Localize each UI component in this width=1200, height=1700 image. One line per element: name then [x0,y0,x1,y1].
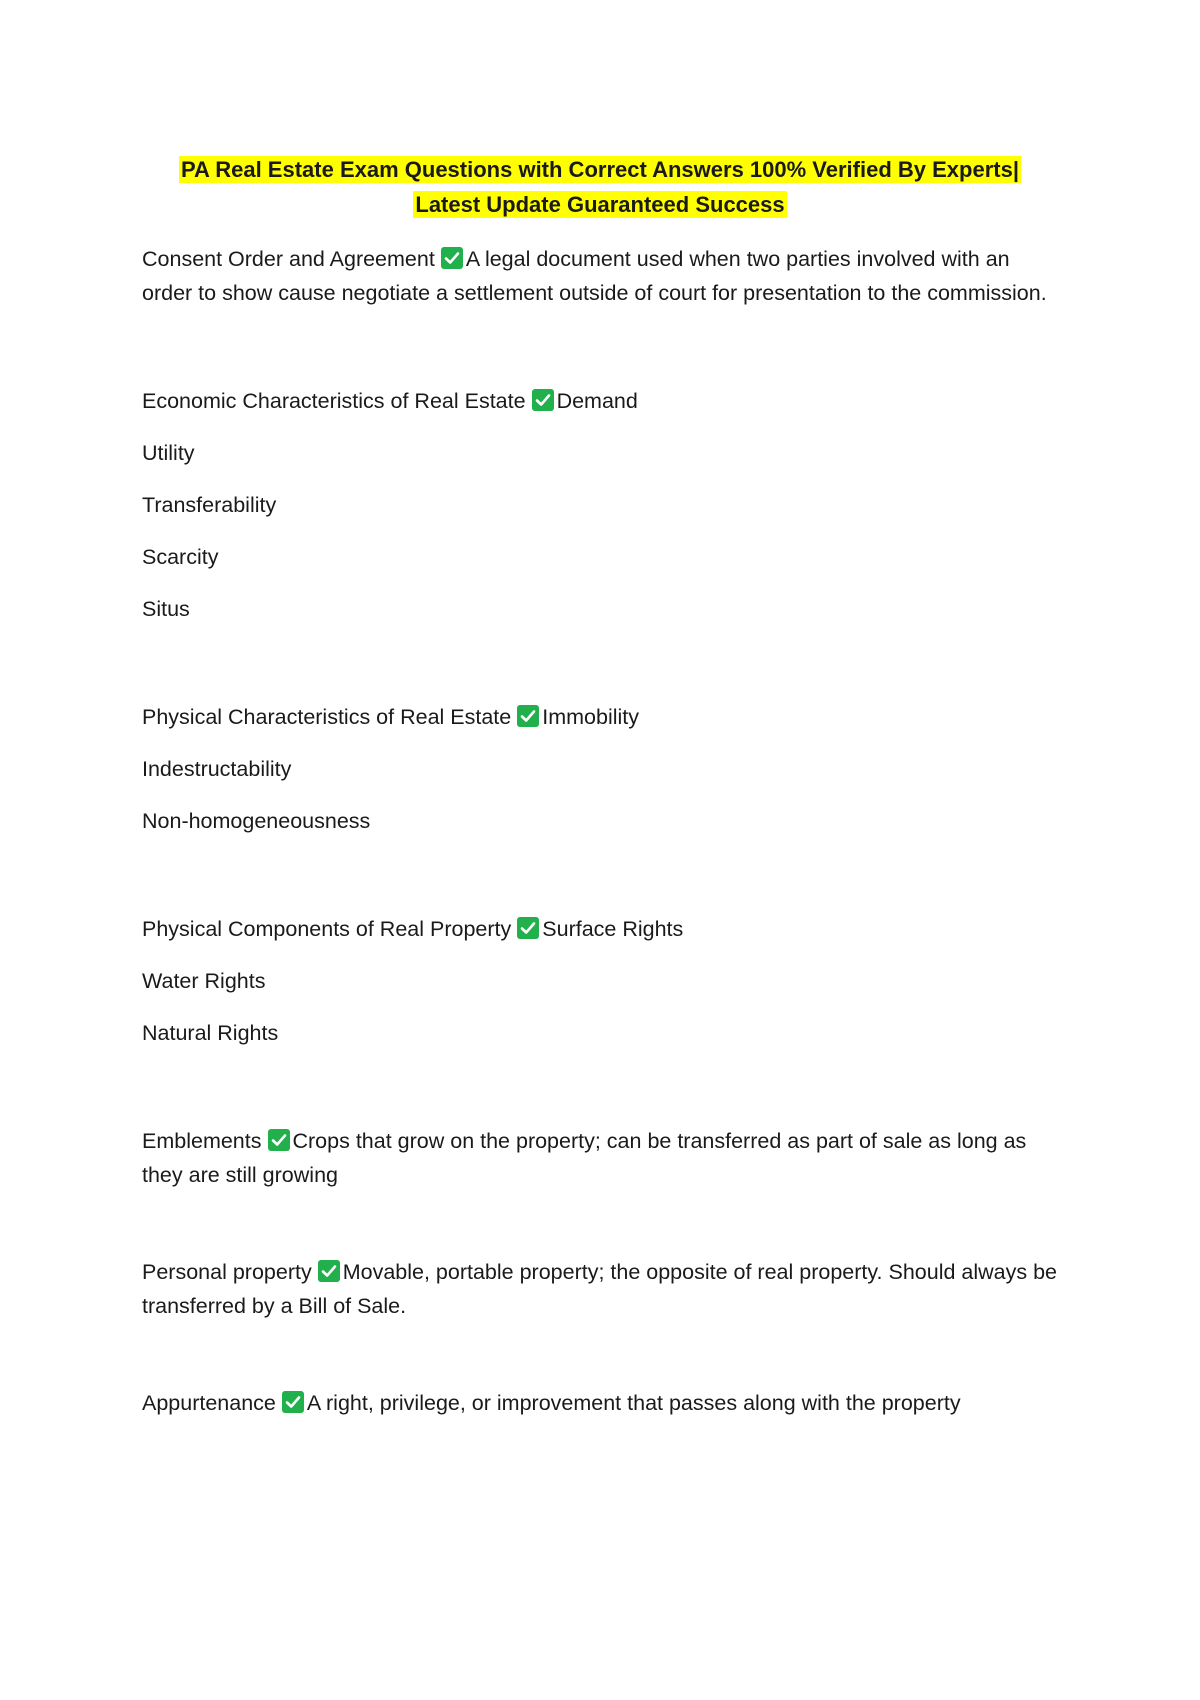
answer-text: A right, privilege, or improvement that passes along with the property [306,1391,961,1415]
check-box-icon [282,1391,304,1413]
answer-continuation: Natural Rights [142,1021,279,1045]
document-title-text: PA Real Estate Exam Questions with Correct Answers 100% Verified By Experts| Latest Update Guaranteed Success [181,157,1019,217]
check-box-icon [441,247,463,269]
answer-continuation: Situs [142,597,190,621]
answer-continuation: Transferability [142,493,277,517]
check-box-icon [517,917,539,939]
qa-line [142,700,1062,734]
answer-text: A legal document used when two parties involved with an order to show cause negotiate a settlement outside of court for presentation to the commission. [142,247,1047,305]
answer-text: Demand [556,389,638,413]
qa-entry [142,1255,1062,1323]
check-box-icon [318,1260,340,1282]
answer-continuation: Water Rights [142,969,266,993]
question-term: Economic Characteristics of Real Estate [142,389,526,413]
question-term: Physical Characteristics of Real Estate [142,705,512,729]
answer-continuation: Scarcity [142,545,219,569]
question-term: Personal property [142,1260,312,1284]
qa-line [142,1124,1062,1192]
document-title [150,152,1050,222]
check-box-icon [268,1129,290,1151]
check-box-icon [532,389,554,411]
qa-entry [142,912,1062,1050]
qa-line [142,242,1062,310]
qa-entry [142,1386,1062,1420]
qa-entry [142,242,1062,310]
qa-entry [142,700,1062,838]
qa-line [142,1386,1062,1420]
qa-line [142,912,1062,946]
answer-text: Movable, portable property; the opposite of real property. Should always be transferred by a Bill of Sale. [142,1260,1058,1318]
qa-line [142,384,1062,418]
answer-continuation: Non-homogeneousness [142,809,371,833]
answer-text: Surface Rights [542,917,684,941]
check-box-icon [517,705,539,727]
document-body [142,242,1062,1420]
qa-entry [142,384,1062,626]
question-term: Physical Components of Real Property [142,917,512,941]
answer-text: Immobility [542,705,639,729]
qa-entry [142,1124,1062,1192]
question-term: Consent Order and Agreement [142,247,435,271]
answer-continuation: Indestructability [142,757,292,781]
answer-text: Crops that grow on the property; can be transferred as part of sale as long as they are still growing [142,1129,1027,1187]
question-term: Emblements [142,1129,262,1153]
qa-line [142,1255,1062,1323]
question-term: Appurtenance [142,1391,276,1415]
answer-continuation: Utility [142,441,195,465]
